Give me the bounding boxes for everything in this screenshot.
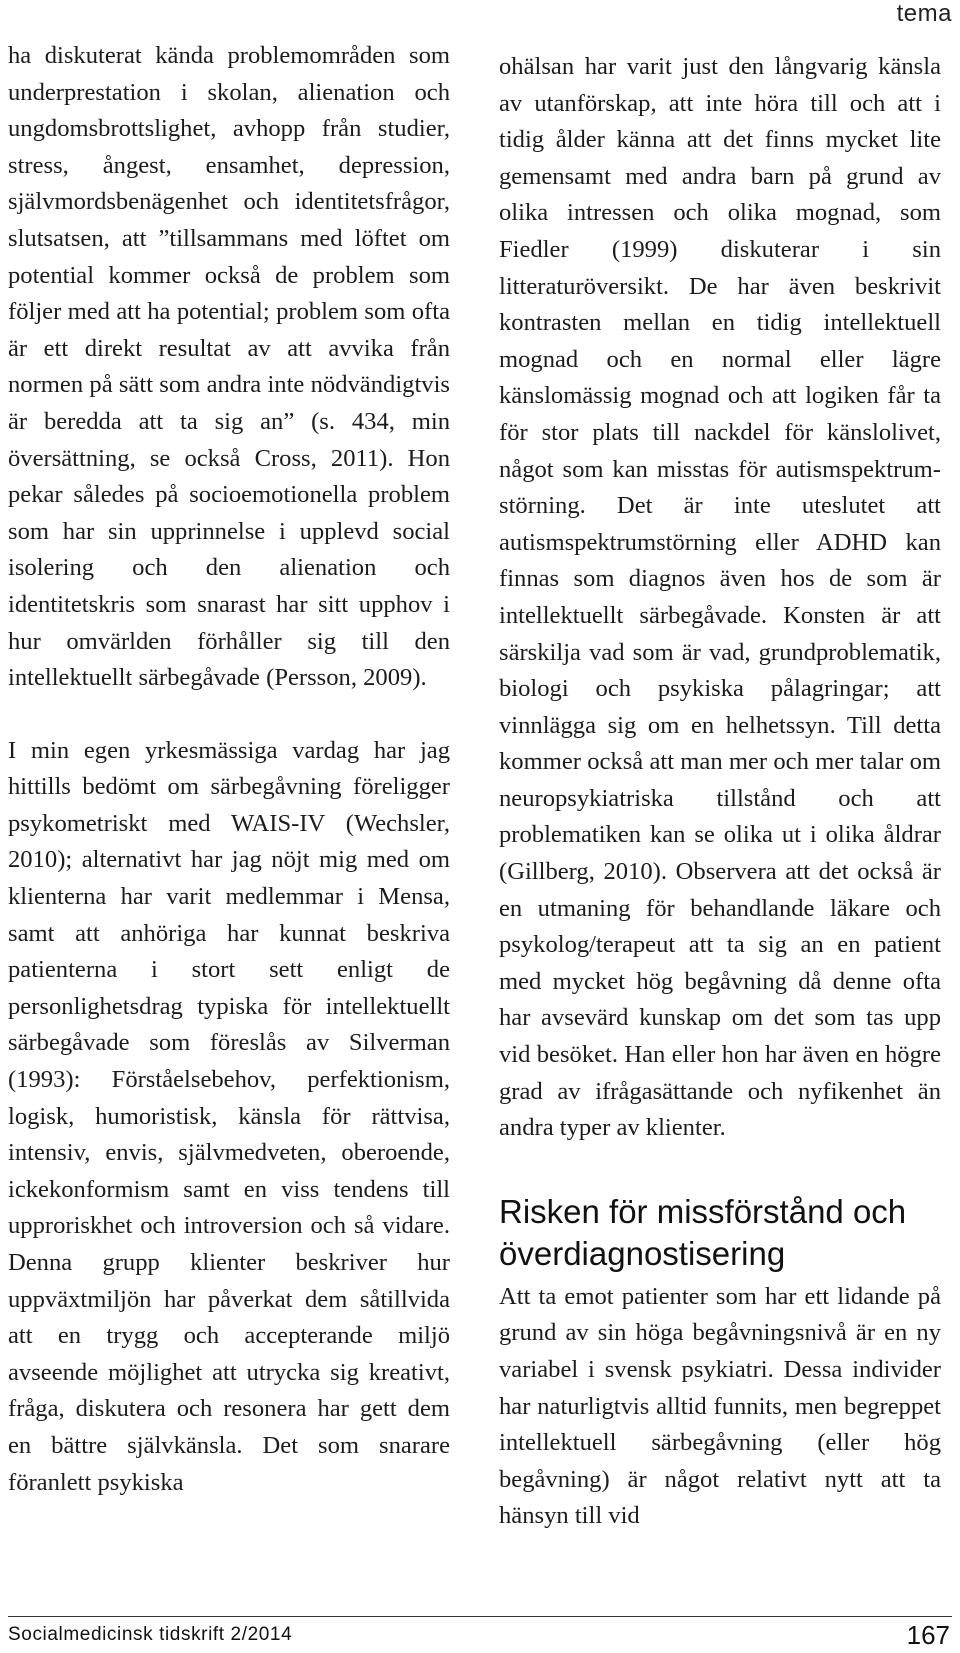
body-paragraph: ohälsan har varit just den långvarig känsla av utanförskap, att inte höra till och att i tidig ålder känna att det finns mycket lite gemensamt med andra barn på grund av olika intressen och olika mognad, som Fiedler (1999) diskuterar i sin litteraturöversikt. De har även beskrivit kontrasten mellan en tidig intellektuell mognad och en normal eller lägre känslomässig mognad och att logiken får ta för stor plats till nackdel för känslolivet, något som kan misstas för autismspektrum-störning. Det är inte uteslutet att autismspektrumstörning eller ADHD kan finnas som diagnos även hos de som är intellektuellt särbegåvade. Konsten är att särskilja vad som är vad, grundproblematik, biologi och psykiska pålagringar; att vinnlägga sig om en helhetssyn. Till detta kommer också att man mer och mer talar om neuropsykiatriska tillstånd och att problematiken kan se olika ut i olika åldrar (Gillberg, 2010). Observera att det också är en utmaning för behandlande läkare och psykolog/terapeut att ta sig an en patient med mycket hög begåvning då denne ofta har avsevärd kunskap om det som tas upp vid besöket. Han eller hon har även en högre grad av ifrågasättande och nyfikenhet än andra typer av klienter. [499, 53, 941, 1142]
body-paragraph: ha diskuterat kända problemområden som underprestation i skolan, alienation och ungdomsbrottslighet, avhopp från studier, stress, ångest, ensamhet, depression, självmordsbenägenhet och identitetsfrågor, slutsatsen, att ”tillsammans med löftet om potential kommer också de problem som följer med att ha potential; problem som ofta är ett direkt resultat av att avvika från normen på sätt som andra inte nödvändigtvis är beredda att ta sig an” (s. 434, min översättning, se också Cross, 2011). Hon pekar således på socioemotionella problem som har sin upprinnelse i upplevd social isolering och den alienation och identitetskris som snarast har sitt upphov i hur omvärlden förhåller sig till den intellektuellt särbegåvade (Persson, 2009). [8, 42, 450, 692]
section-heading: Risken för missförstånd och överdiagnostisering [499, 1192, 907, 1272]
page-number: 167 [906, 1620, 950, 1650]
right-column [499, 49, 941, 1535]
body-paragraph: I min egen yrkesmässiga vardag har jag hittills bedömt om särbegåvning föreligger psykometriskt med WAIS-IV (Wechsler, 2010); alternativt har jag nöjt mig med om klienterna har varit medlemmar i Mensa, samt att anhöriga har kunnat beskriva patienterna i stort sett enligt de personlighetsdrag typiska för intellektuellt särbegåvade som föreslås av Silverman (1993): Förståelsebehov, perfektionism, logisk, humoristisk, känsla för rättvisa, intensiv, envis, självmedveten, oberoende, ickekonformism samt en viss tendens till upproriskhet och introversion och så vidare. Denna grupp klienter beskriver hur uppväxtmiljön har påverkat dem såtillvida att en trygg och accepterande miljö avseende möjlighet att utrycka sig kreativt, fråga, diskutera och resonera har gett dem en bättre självkänsla. Det som snarare föranlett psykiska [8, 736, 450, 1496]
left-column [8, 38, 450, 1501]
body-paragraph: Att ta emot patienter som har ett lidande på grund av sin höga begåvningsnivå är en ny variabel i svensk psykiatri. Dessa individer har naturligtvis alltid funnits, men begreppet intellektuell särbegåvning (eller hög begåvning) är något relativt nytt att ta hänsyn till vid [499, 1282, 941, 1530]
section-label: tema [896, 0, 952, 27]
journal-title: Socialmedicinsk tidskrift 2/2014 [8, 1624, 293, 1645]
footer-divider [8, 1616, 952, 1617]
